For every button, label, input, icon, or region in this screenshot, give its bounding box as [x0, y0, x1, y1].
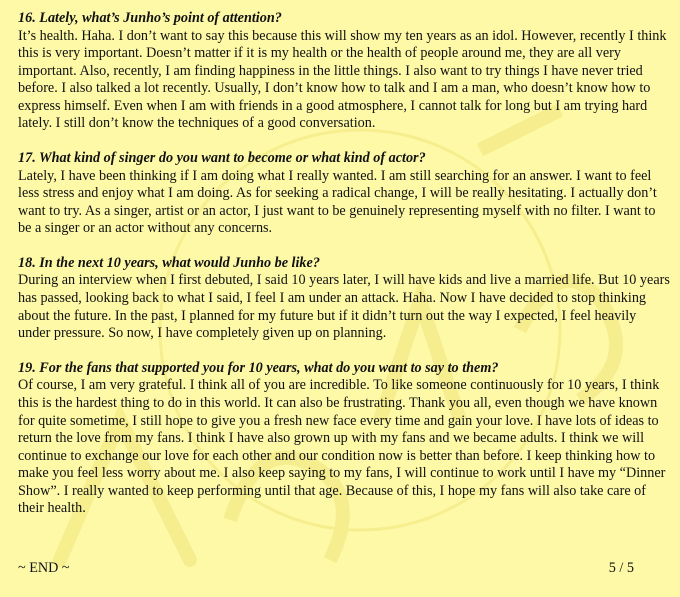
qa-section-17 — [18, 150, 670, 238]
qa-section-16 — [18, 10, 670, 133]
question-heading: 19. For the fans that supported you for 10 years, what do you want to say to them? — [18, 359, 499, 376]
question-heading: 17. What kind of singer do you want to become or what kind of actor? — [18, 150, 426, 167]
page-number: 5 / 5 — [608, 560, 634, 576]
answer-paragraph: During an interview when I first debuted, I said 10 years later, I will have kids and live a married life. But 10 years has passed, looking back to what I said, I feel I am under an attack. Haha. Now I have decided to stop thinking about the future. In the past, I planned for my future but if it didn’t turn out the way I expected, I feel heavily under pressure. So now, I have completely given up on planning. — [18, 272, 670, 342]
qa-section-18 — [18, 255, 670, 343]
qa-section-19 — [18, 360, 670, 518]
document-page — [18, 10, 670, 535]
answer-paragraph: Of course, I am very grateful. I think all of you are incredible. To like someone continuously for 10 years, I think this is the hardest thing to do in this world. It can also be frustrating. Thank you all, even though we have known for quite sometime, I still hope to give you a fresh new face every time and gain your love. I have lots of ideas to return the love from my fans. I think I have also grown up with my fans and we became adults. I think we will continue to exchange our love for each other and our condition now is better than before. I keep thinking how to make you feel less worry about me. I also keep saying to my fans, I will continue to work until I have my “Dinner Show”. I really wanted to keep performing until that age. Because of this, I hope my fans will also take care of their health. — [18, 377, 666, 517]
question-heading: 16. Lately, what’s Junho’s point of attention? — [18, 10, 282, 26]
answer-paragraph: It’s health. Haha. I don’t want to say this because this will show my ten years as an idol. However, recently I think this is very important. Doesn’t matter if it is my health or the health of people around me, they are all very important. Also, recently, I am finding happiness in the little things. I also want to try things I have never tried before. I also talked a lot recently. Usually, I don’t know how to talk and I am a man, who doesn’t know how to express himself. Even when I am with friends in a good atmosphere, I cannot talk for long but I am trying hard lately. I still don’t know the techniques of a good conversation. — [18, 27, 667, 132]
question-heading: 18. In the next 10 years, what would Junho be like? — [18, 254, 320, 271]
answer-paragraph: Lately, I have been thinking if I am doing what I really wanted. I am still searching for an answer. I want to feel less stress and enjoy what I am doing. As for seeking a radical change, I will be really hesitating. I actually don’t want to try. As a singer, artist or an actor, I just want to be genuinely representing myself with no filter. I want to be a singer or an actor without any concerns. — [18, 167, 657, 237]
end-marker: ~ END ~ — [18, 560, 70, 576]
